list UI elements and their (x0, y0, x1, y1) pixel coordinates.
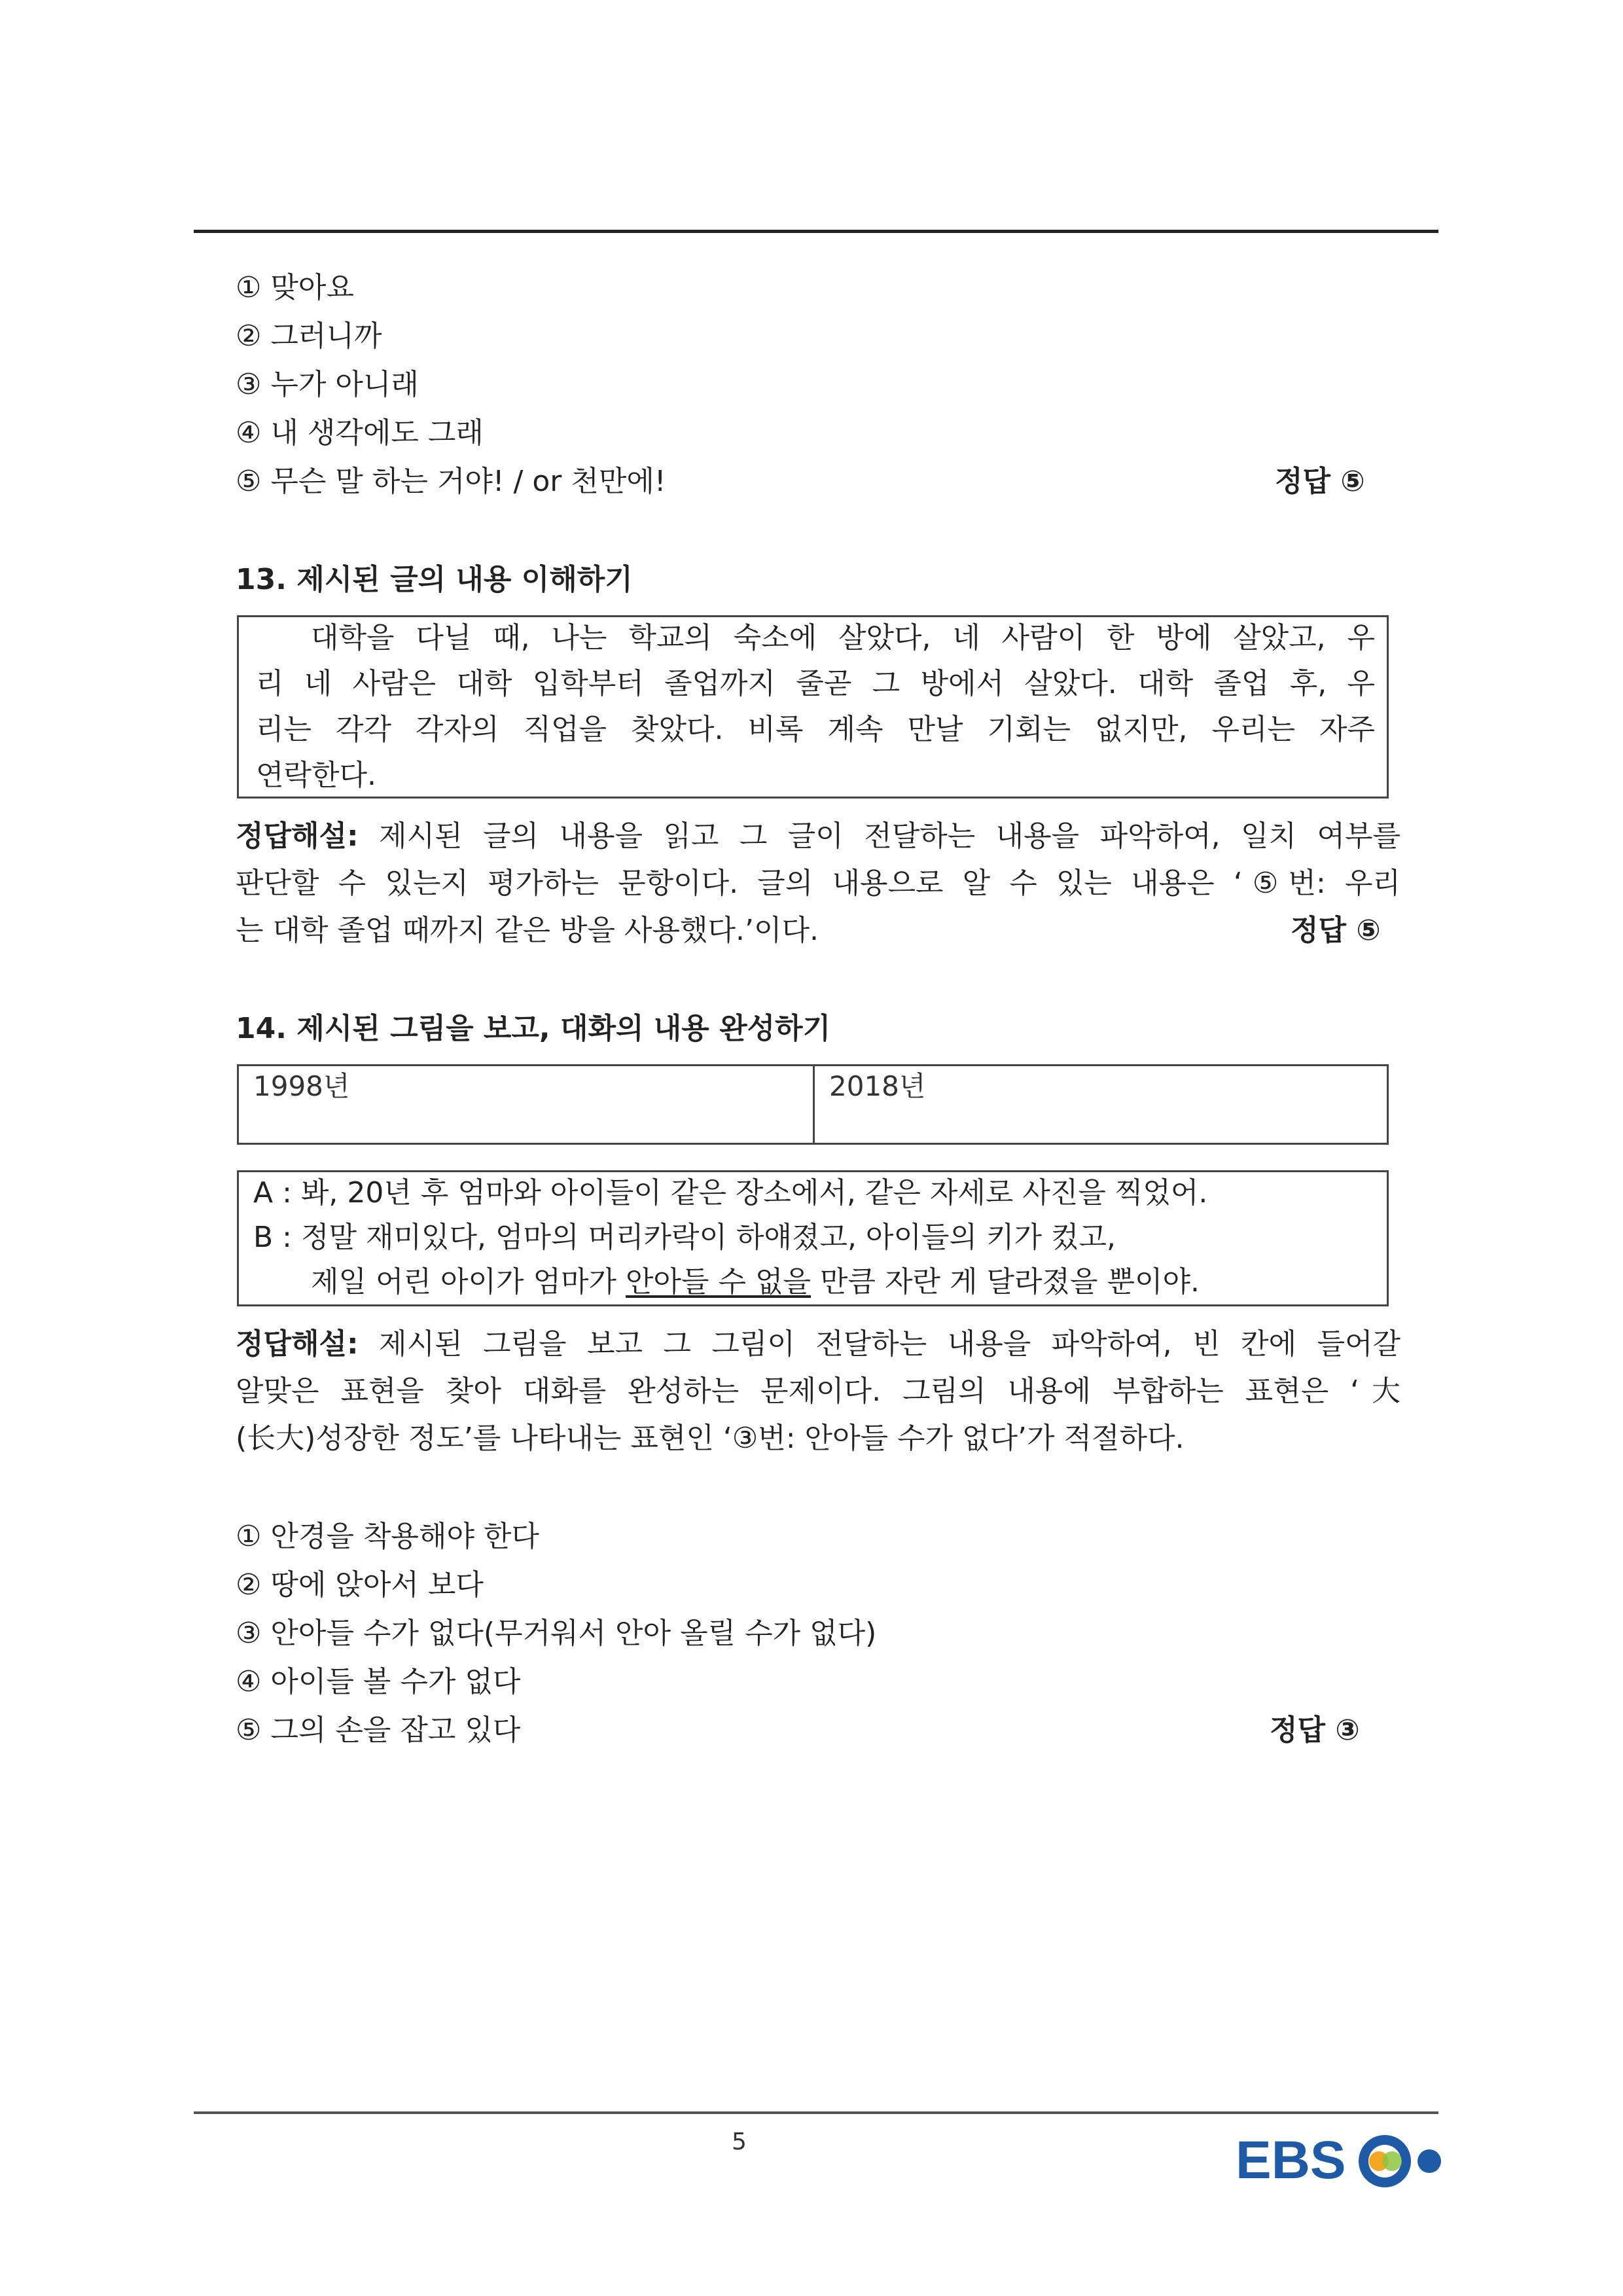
q13-explanation-label: 정답해설: (236, 819, 359, 853)
q14-dialog-b: B : 정말 재미있다, 엄마의 머리카락이 하얘졌고, 아이들의 키가 컸고, (253, 1221, 1116, 1254)
q14-dialog-box (237, 1170, 1389, 1306)
q14-dialog-b2-after: 만큼 자란 게 달라졌을 뿐이야. (810, 1265, 1200, 1299)
q12-option-5: ⑤ 무슨 말 하는 거야! / or 천만에! (236, 465, 666, 498)
q14-explanation (236, 1321, 1400, 1462)
q14-explanation-label: 정답해설: (236, 1327, 359, 1361)
q14-dialog-b-continued (311, 1263, 1200, 1302)
q13-passage-line-1: 대학을 다닐 때, 나는 학교의 숙소에 살았다, 네 사람이 한 방에 살았고, 우 (311, 621, 1375, 655)
q14-image-1998 (239, 1066, 815, 1143)
q14-heading: 14. 제시된 그림을 보고, 대화의 내용 완성하기 (236, 1012, 831, 1045)
q14-option-1: ① 안경을 착용해야 한다 (236, 1520, 539, 1553)
ebs-logo (1236, 2123, 1458, 2195)
q14-image-label-1998: 1998년 (253, 1070, 350, 1102)
q14-dialog-b2-before: 제일 어린 아이가 엄마가 (311, 1265, 626, 1299)
q14-option-5: ⑤ 그의 손을 잡고 있다 (236, 1713, 521, 1747)
q12-option-1: ① 맞아요 (236, 271, 354, 304)
footer-rule (194, 2111, 1438, 2114)
ebs-logo-green-dot-icon (1382, 2151, 1402, 2171)
q14-image-label-2018: 2018년 (829, 1070, 926, 1102)
q12-option-3: ③ 누가 아니래 (236, 368, 419, 401)
q14-option-3: ③ 안아들 수가 없다(무거워서 안아 올릴 수가 없다) (236, 1617, 877, 1650)
q14-explanation-text-1: 제시된 그림을 보고 그 그림이 전달하는 내용을 파악하여, 빈 칸에 들어갈 (358, 1327, 1400, 1361)
q14-dialog-a: A : 봐, 20년 후 엄마와 아이들이 같은 장소에서, 같은 자세로 사진을 찍었어. (253, 1176, 1208, 1210)
q14-option-4: ④ 아이들 볼 수가 없다 (236, 1665, 521, 1698)
q13-explanation-line-2: 판단할 수 있는지 평가하는 문항이다. 글의 내용으로 알 수 있는 내용은 ‘⑤번: 우리 (236, 867, 1400, 900)
q14-image-table (237, 1064, 1389, 1145)
q14-option-2: ② 땅에 앉아서 보다 (236, 1568, 484, 1602)
q14-answer: 정답 ③ (1270, 1713, 1360, 1747)
ebs-logo-text: EBS (1236, 2130, 1346, 2190)
q13-heading: 13. 제시된 글의 내용 이해하기 (236, 563, 633, 596)
q14-explanation-line-2: 알맞은 표현을 찾아 대화를 완성하는 문제이다. 그림의 내용에 부합하는 표현은 ‘大 (236, 1374, 1400, 1408)
q13-explanation-text-1: 제시된 글의 내용을 읽고 그 글이 전달하는 내용을 파악하여, 일치 여부를 (358, 819, 1400, 853)
q13-passage-box (237, 615, 1389, 798)
q12-option-2: ② 그러니까 (236, 319, 382, 353)
q13-explanation-line-3: 는 대학 졸업 때까지 같은 방을 사용했다.’이다. (236, 914, 819, 947)
q14-dialog-blank-underlined: 안아들 수 없을 (625, 1265, 811, 1299)
q14-explanation-line-1 (236, 1321, 1400, 1368)
q13-explanation (236, 813, 1400, 954)
q14-image-2018 (815, 1066, 1387, 1143)
q12-option-4: ④ 내 생각에도 그래 (236, 416, 484, 450)
ebs-logo-blue-dot-icon (1418, 2149, 1441, 2173)
q13-passage-line-4: 연락한다. (256, 759, 377, 792)
q12-answer: 정답 ⑤ (1275, 465, 1365, 498)
q13-answer: 정답 ⑤ (1291, 914, 1381, 947)
q13-explanation-line-1 (236, 813, 1400, 860)
page-number: 5 (732, 2128, 747, 2155)
q13-passage-line-3: 리는 각각 각자의 직업을 찾았다. 비록 계속 만날 기회는 없지만, 우리는 자주 (256, 713, 1375, 746)
q13-passage-line-2: 리 네 사람은 대학 입학부터 졸업까지 줄곧 그 방에서 살았다. 대학 졸업 후, 우 (256, 667, 1375, 700)
q14-explanation-line-3: (长大)성장한 정도’를 나타내는 표현인 ‘③번: 안아들 수가 없다’가 적절하다. (236, 1422, 1185, 1455)
header-rule (194, 230, 1438, 233)
